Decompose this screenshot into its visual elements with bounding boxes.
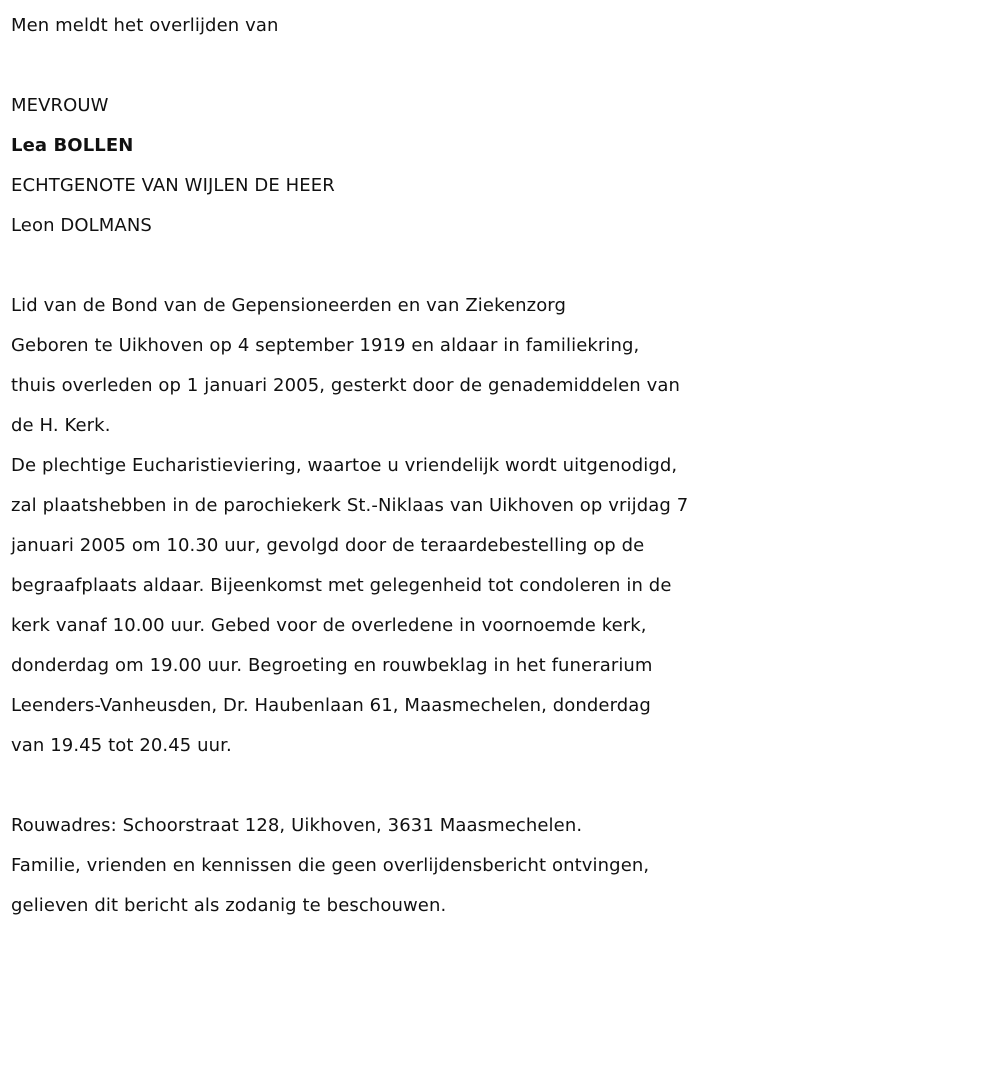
birth-death-paragraph xyxy=(11,326,988,446)
deceased-name: Lea BOLLEN xyxy=(11,135,134,156)
paragraph-line: van 19.45 tot 20.45 uur. xyxy=(11,735,232,756)
paragraph-line: begraafplaats aldaar. Bijeenkomst met gelegenheid tot condoleren in de xyxy=(11,575,672,596)
address-text: Rouwadres: Schoorstraat 128, Uikhoven, 3631 Maasmechelen. xyxy=(11,815,583,836)
paragraph-line: donderdag om 19.00 uur. Begroeting en rouwbeklag in het funerarium xyxy=(11,655,653,676)
paragraph-line: kerk vanaf 10.00 uur. Gebed voor de overledene in voornoemde kerk, xyxy=(11,615,647,636)
relation-text: ECHTGENOTE VAN WIJLEN DE HEER xyxy=(11,175,335,196)
paragraph-line: De plechtige Eucharistieviering, waartoe u vriendelijk wordt uitgenodigd, xyxy=(11,455,678,476)
paragraph-line: zal plaatshebben in de parochiekerk St.-Niklaas van Uikhoven op vrijdag 7 xyxy=(11,495,689,516)
spouse-name: Leon DOLMANS xyxy=(11,215,152,236)
paragraph-line: januari 2005 om 10.30 uur, gevolgd door de teraardebestelling op de xyxy=(11,535,645,556)
paragraph-line: Leenders-Vanheusden, Dr. Haubenlaan 61, Maasmechelen, donderdag xyxy=(11,695,651,716)
membership-text: Lid van de Bond van de Gepensioneerden en van Ziekenzorg xyxy=(11,295,567,316)
paragraph-line: Geboren te Uikhoven op 4 september 1919 en aldaar in familiekring, xyxy=(11,335,640,356)
paragraph-line: de H. Kerk. xyxy=(11,415,111,436)
title-text: MEVROUW xyxy=(11,95,109,116)
intro-text: Men meldt het overlijden van xyxy=(11,15,279,36)
paragraph-line: Familie, vrienden en kennissen die geen overlijdensbericht ontvingen, xyxy=(11,855,650,876)
ceremony-paragraph xyxy=(11,446,988,766)
closing-paragraph xyxy=(11,846,988,926)
paragraph-line: gelieven dit bericht als zodanig te beschouwen. xyxy=(11,895,447,916)
paragraph-line: thuis overleden op 1 januari 2005, gesterkt door de genademiddelen van xyxy=(11,375,681,396)
